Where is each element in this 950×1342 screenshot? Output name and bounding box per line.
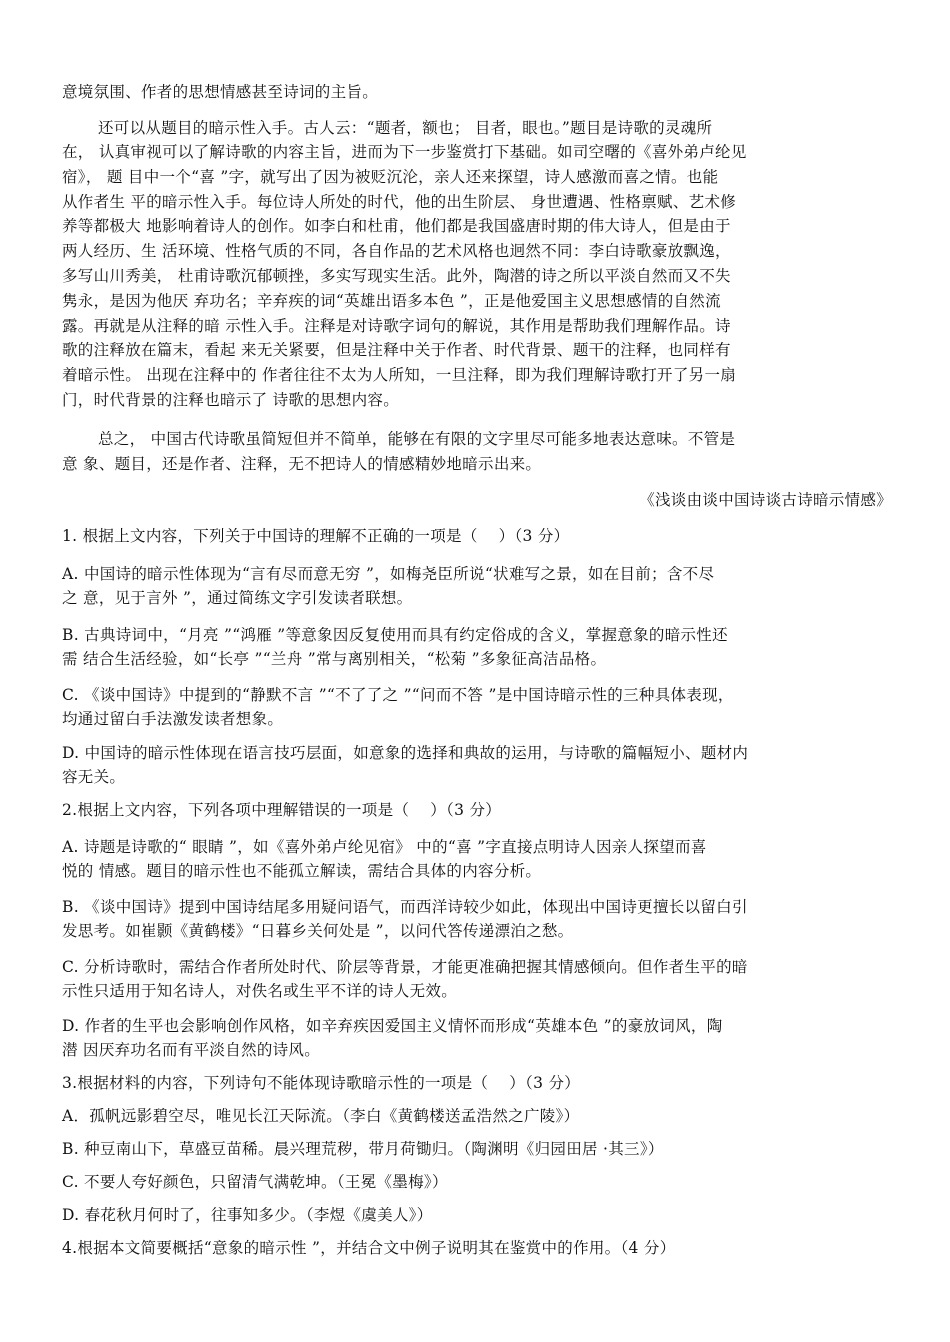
passage-line: 在， 认真审视可以了解诗歌的内容主旨，进而为下一步鉴赏打下基础。如司空曙的《喜外弟卢纶见 — [62, 143, 747, 161]
passage-line: 歌的注释放在篇末，看起 来无关紧要，但是注释中关于作者、时代背景、题干的注释，也同样有 — [62, 341, 731, 359]
passage-line: 宿》， 题 目中一个“喜 ”字，就写出了因为被贬沉沦，亲人还来探望，诗人感激而喜之情。也能 — [62, 168, 719, 186]
option-line: B. 古典诗词中，“月亮 ”“鸿雁 ”等意象因反复使用而具有约定俗成的含义，掌握意象的暗示性还 — [62, 626, 728, 644]
option-line: 发思考。如崔颢《黄鹤楼》“日暮乡关何处是 ”，以问代答传递漂泊之愁。 — [62, 922, 574, 940]
question-stem: 4.根据本文简要概括“意象的暗示性 ”，并结合文中例子说明其在鉴赏中的作用。（4 分） — [62, 1239, 676, 1257]
option-line: 潜 因厌弃功名而有平淡自然的诗风。 — [62, 1041, 321, 1059]
passage-source: 《浅谈由谈中国诗谈古诗暗示情感》 — [639, 491, 892, 509]
option-line: 之 意，见于言外 ”，通过简练文字引发读者联想。 — [62, 589, 413, 607]
option-line: C. 分析诗歌时，需结合作者所处时代、阶层等背景，才能更准确把握其情感倾向。但作者生平的暗 — [62, 958, 748, 976]
passage-line: 从作者生 平的暗示性入手。每位诗人所处的时代，他的出生阶层、 身世遭遇、性格禀赋、艺术修 — [62, 193, 737, 211]
question-stem: 3.根据材料的内容，下列诗句不能体现诗歌暗示性的一项是（ ）（3 分） — [62, 1074, 581, 1092]
option-line: C. 《谈中国诗》中提到的“静默不言 ”“不了了之 ”“问而不答 ”是中国诗暗示性的三种具体表现， — [62, 686, 734, 704]
option-line: D. 春花秋月何时了，往事知多少。（李煜《虞美人》） — [62, 1206, 433, 1224]
option-line: D. 作者的生平也会影响创作风格，如辛弃疾因爱国主义情怀而形成“英雄本色 ”的豪放词风，陶 — [62, 1017, 723, 1035]
option-line: 悦的 情感。题目的暗示性也不能孤立解读，需结合具体的内容分析。 — [62, 862, 542, 880]
passage-line: 意 象、题目，还是作者、注释，无不把诗人的情感精妙地暗示出来。 — [62, 455, 542, 473]
passage-line: 门，时代背景的注释也暗示了 诗歌的思想内容。 — [62, 391, 400, 409]
option-line: 均通过留白手法激发读者想象。 — [62, 710, 284, 728]
option-line: C. 不要人夸好颜色，只留清气满乾坤。（王冕《墨梅》） — [62, 1173, 448, 1191]
option-line: D. 中国诗的暗示性体现在语言技巧层面，如意象的选择和典故的运用，与诗歌的篇幅短小、题材内 — [62, 744, 749, 762]
option-line: A. 中国诗的暗示性体现为“言有尽而意无穷 ”，如梅尧臣所说“状难写之景，如在目前；含不尽 — [62, 565, 715, 583]
passage-line: 多写山川秀美， 杜甫诗歌沉郁顿挫，多实写现实生活。此外，陶潜的诗之所以平淡自然而又不失 — [62, 267, 731, 285]
option-line: 需 结合生活经验，如“长亭 ”“兰舟 ”常与离别相关，“松菊 ”多象征高洁品格。 — [62, 650, 607, 668]
option-line: A．孤帆远影碧空尽，唯见长江天际流。（李白《黄鹤楼送孟浩然之广陵》） — [62, 1107, 580, 1125]
question-stem: 1. 根据上文内容，下列关于中国诗的理解不正确的一项是（ ）（3 分） — [62, 527, 570, 545]
option-line: B. 种豆南山下，草盛豆苗稀。晨兴理荒秽，带月荷锄归。（陶渊明《归园田居 ·其三》） — [62, 1140, 664, 1158]
passage-line: 养等都极大 地影响着诗人的创作。如李白和杜甫，他们都是我国盛唐时期的伟大诗人，但是由于 — [62, 217, 731, 235]
question-stem: 2.根据上文内容，下列各项中理解错误的一项是（ ）（3 分） — [62, 801, 502, 819]
option-line: 容无关。 — [62, 768, 126, 786]
passage-line: 意境氛围、作者的思想情感甚至诗词的主旨。 — [62, 83, 379, 101]
passage-line: 着暗示性。 出现在注释中的 作者往往不太为人所知，一旦注释，即为我们理解诗歌打开了另一扇 — [62, 366, 737, 384]
option-line: B. 《谈中国诗》提到中国诗结尾多用疑问语气，而西洋诗较少如此，体现出中国诗更擅长以留白引 — [62, 898, 748, 916]
passage-line: 还可以从题目的暗示性入手。古人云：“题者，额也； 目者，眼也。”题目是诗歌的灵魂所 — [98, 119, 713, 137]
passage-line: 两人经历、生 活环境、性格气质的不同，各自作品的艺术风格也迥然不同：李白诗歌豪放飘逸， — [62, 242, 731, 260]
passage-line: 露。再就是从注释的暗 示性入手。注释是对诗歌字词句的解说，其作用是帮助我们理解作品。诗 — [62, 317, 731, 335]
option-line: A. 诗题是诗歌的“ 眼睛 ”，如《喜外弟卢纶见宿》 中的“喜 ”字直接点明诗人因亲人探望而喜 — [62, 838, 707, 856]
passage-line: 总之， 中国古代诗歌虽简短但并不简单，能够在有限的文字里尽可能多地表达意味。不管是 — [98, 430, 736, 448]
passage-line: 隽永，是因为他厌 弃功名；辛弃疾的词“英雄出语多本色 ”，正是他爱国主义思想感情的自然流 — [62, 292, 721, 310]
option-line: 示性只适用于知名诗人，对佚名或生平不详的诗人无效。 — [62, 982, 458, 1000]
